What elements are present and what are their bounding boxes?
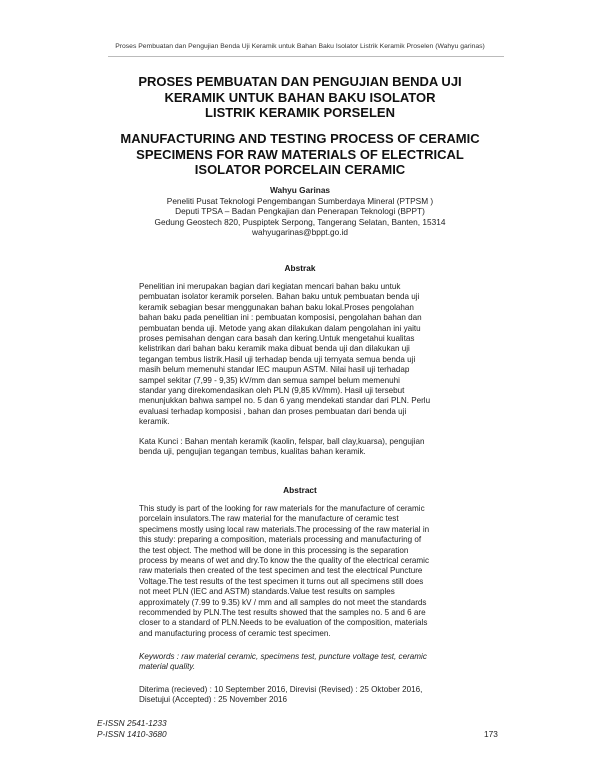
abstract-line: recommended by PLN.The test results showed that the samples no. 5 and 6 are [139,608,426,618]
title-english [100,131,500,178]
running-head: Proses Pembuatan dan Pengujian Benda Uji Keramik untuk Bahan Baku Isolator Listrik Keramik Proselen (Wahyu garinas) [115,43,485,50]
dates-line: Diterima (recieved) : 10 September 2016, Direvisi (Revised) : 25 Oktober 2016, [139,685,423,694]
abstrak-body [139,282,507,428]
abstract-line: process by means of wet and dry.To know the the quality of the electrical ceramic [139,556,430,566]
abstract-line: porcelain insulators.The raw material for the manufacture of ceramic test [139,514,399,524]
abstract-line: Voltage.The test results of the test specimen it turns out all specimens still does [139,576,424,586]
abstract-line: specimens mostly using local raw materials.The processing of the raw material in [139,524,430,534]
abstrak-line: Penelitian ini merupakan bagian dari kegiatan mencari bahan baku untuk [139,282,401,291]
abstrak-line: kelistrikan dari bahan baku keramik maka dibuat benda uji dan dilakukan uji [139,344,410,354]
author-block [100,185,500,238]
abstract-line: not meet PLN (IEC and ASTM) standards.Value test results on samples [139,587,395,597]
kata-kunci-line: Kata Kunci : Bahan mentah keramik (kaolin, felspar, ball clay,kuarsa), pengujian [139,437,425,446]
affiliation-line: Peneliti Pusat Teknologi Pengembangan Sumberdaya Mineral (PTPSM ) [166,195,434,206]
abstract-line: and manufacturing process of ceramic test specimen. [139,628,331,638]
abstract-line: raw materials then created of the test specimen and test the electrical Puncture [139,566,423,576]
abstract-line: the test object. The method will be done in this processing is the separation [139,545,409,555]
abstrak-line: standar yang direkomendasikan oleh PLN (9,85 kV/mm). Hasil uji tersebut [139,386,405,396]
author-email: wahyugarinas@bppt.go.id [251,227,349,238]
header-divider [108,56,504,57]
abstrak-line: pembuatan benda uji. Metode yang akan dilakukan dalam pengolahan ini yaitu [139,323,421,333]
abstrak-line: bahan baku pada penelitian ini : pembuatan komposisi, pengolahan bahan dan [139,313,422,323]
abstract-body [139,504,507,639]
title-id-line: PROSES PEMBUATAN DAN PENGUJIAN BENDA UJI [138,74,462,89]
kata-kunci-line: benda uji, pengujian tegangan tembus, kualitas bahan keramik. [139,447,366,457]
title-id-line: LISTRIK KERAMIK PORSELEN [205,105,395,120]
abstract-heading: Abstract [283,485,317,495]
kata-kunci [139,437,507,458]
title-id-line: KERAMIK UNTUK BAHAN BAKU ISOLATOR [164,89,436,105]
abstrak-line: proses pemisahan dengan cara basah dan kering.Untuk mengetahui kualitas [139,334,415,344]
abstrak-line: keramik. [139,417,170,427]
p-issn: P-ISSN 1410-3680 [97,728,167,739]
abstract-line: This study is part of the looking for raw materials for the manufacture of ceramic [139,504,425,513]
abstrak-line: masih belum memenuhi standar IEC maupun ASTM. Nilai hasil uji terhadap [139,365,410,375]
page-number: 173 [484,729,498,739]
author-name: Wahyu Garinas [269,185,331,195]
affiliation-line: Deputi TPSA – Badan Pengkajian dan Penerapan Teknologi (BPPT) [175,206,425,217]
keywords-line: Keywords : raw material ceramic, specimens test, puncture voltage test, ceramic [139,652,427,661]
title-indonesian [100,74,500,121]
abstrak-line: menunjukkan bahwa sampel no. 5 dan 6 yang mendekati standar dari PLN. Perlu [139,396,431,406]
title-en-line: SPECIMENS FOR RAW MATERIALS OF ELECTRICAL [136,146,464,162]
abstract-line: approximately (7.99 to 9.35) kV / mm and all samples do not meet the standards [139,597,427,607]
abstrak-line: sampel sekitar (7,99 - 9,35) kV/mm dan semua sampel belum memenuhi [139,375,400,385]
abstract-line: closer to a standard of PLN.Needs to be evaluation of the composition, materials [139,618,428,628]
e-issn: E-ISSN 2541-1233 [97,718,167,728]
abstract-line: this study: preparing a composition, materials processing and manufacturing of [139,535,422,545]
affiliation-line: Gedung Geostech 820, Puspiptek Serpong, Tangerang Selatan, Banten, 15314 [154,216,446,227]
title-en-line: MANUFACTURING AND TESTING PROCESS OF CERAMIC [120,131,480,146]
keywords-line: material quality. [139,662,196,672]
abstrak-line: tegangan tembus listrik.Hasil uji terhadap benda uji ternyata semua benda uji [139,354,416,364]
dates-line: Disetujui (Accepted) : 25 November 2016 [139,695,288,705]
abstrak-line: keramik sebagian besar menggunakan bahan baku lokal.Proses pengolahan [139,302,414,312]
keywords [139,652,507,673]
issn-block [97,718,167,739]
abstrak-heading: Abstrak [284,263,316,273]
abstrak-line: pembuatan isolator keramik porselen. Bahan baku untuk pembuatan benda uji [139,292,420,302]
title-en-line: ISOLATOR PORCELAIN CERAMIC [194,162,406,177]
submission-dates [139,685,507,706]
abstrak-line: evaluasi terhadap komposisi , bahan dan proses pembuatan dari benda uji [139,406,407,416]
